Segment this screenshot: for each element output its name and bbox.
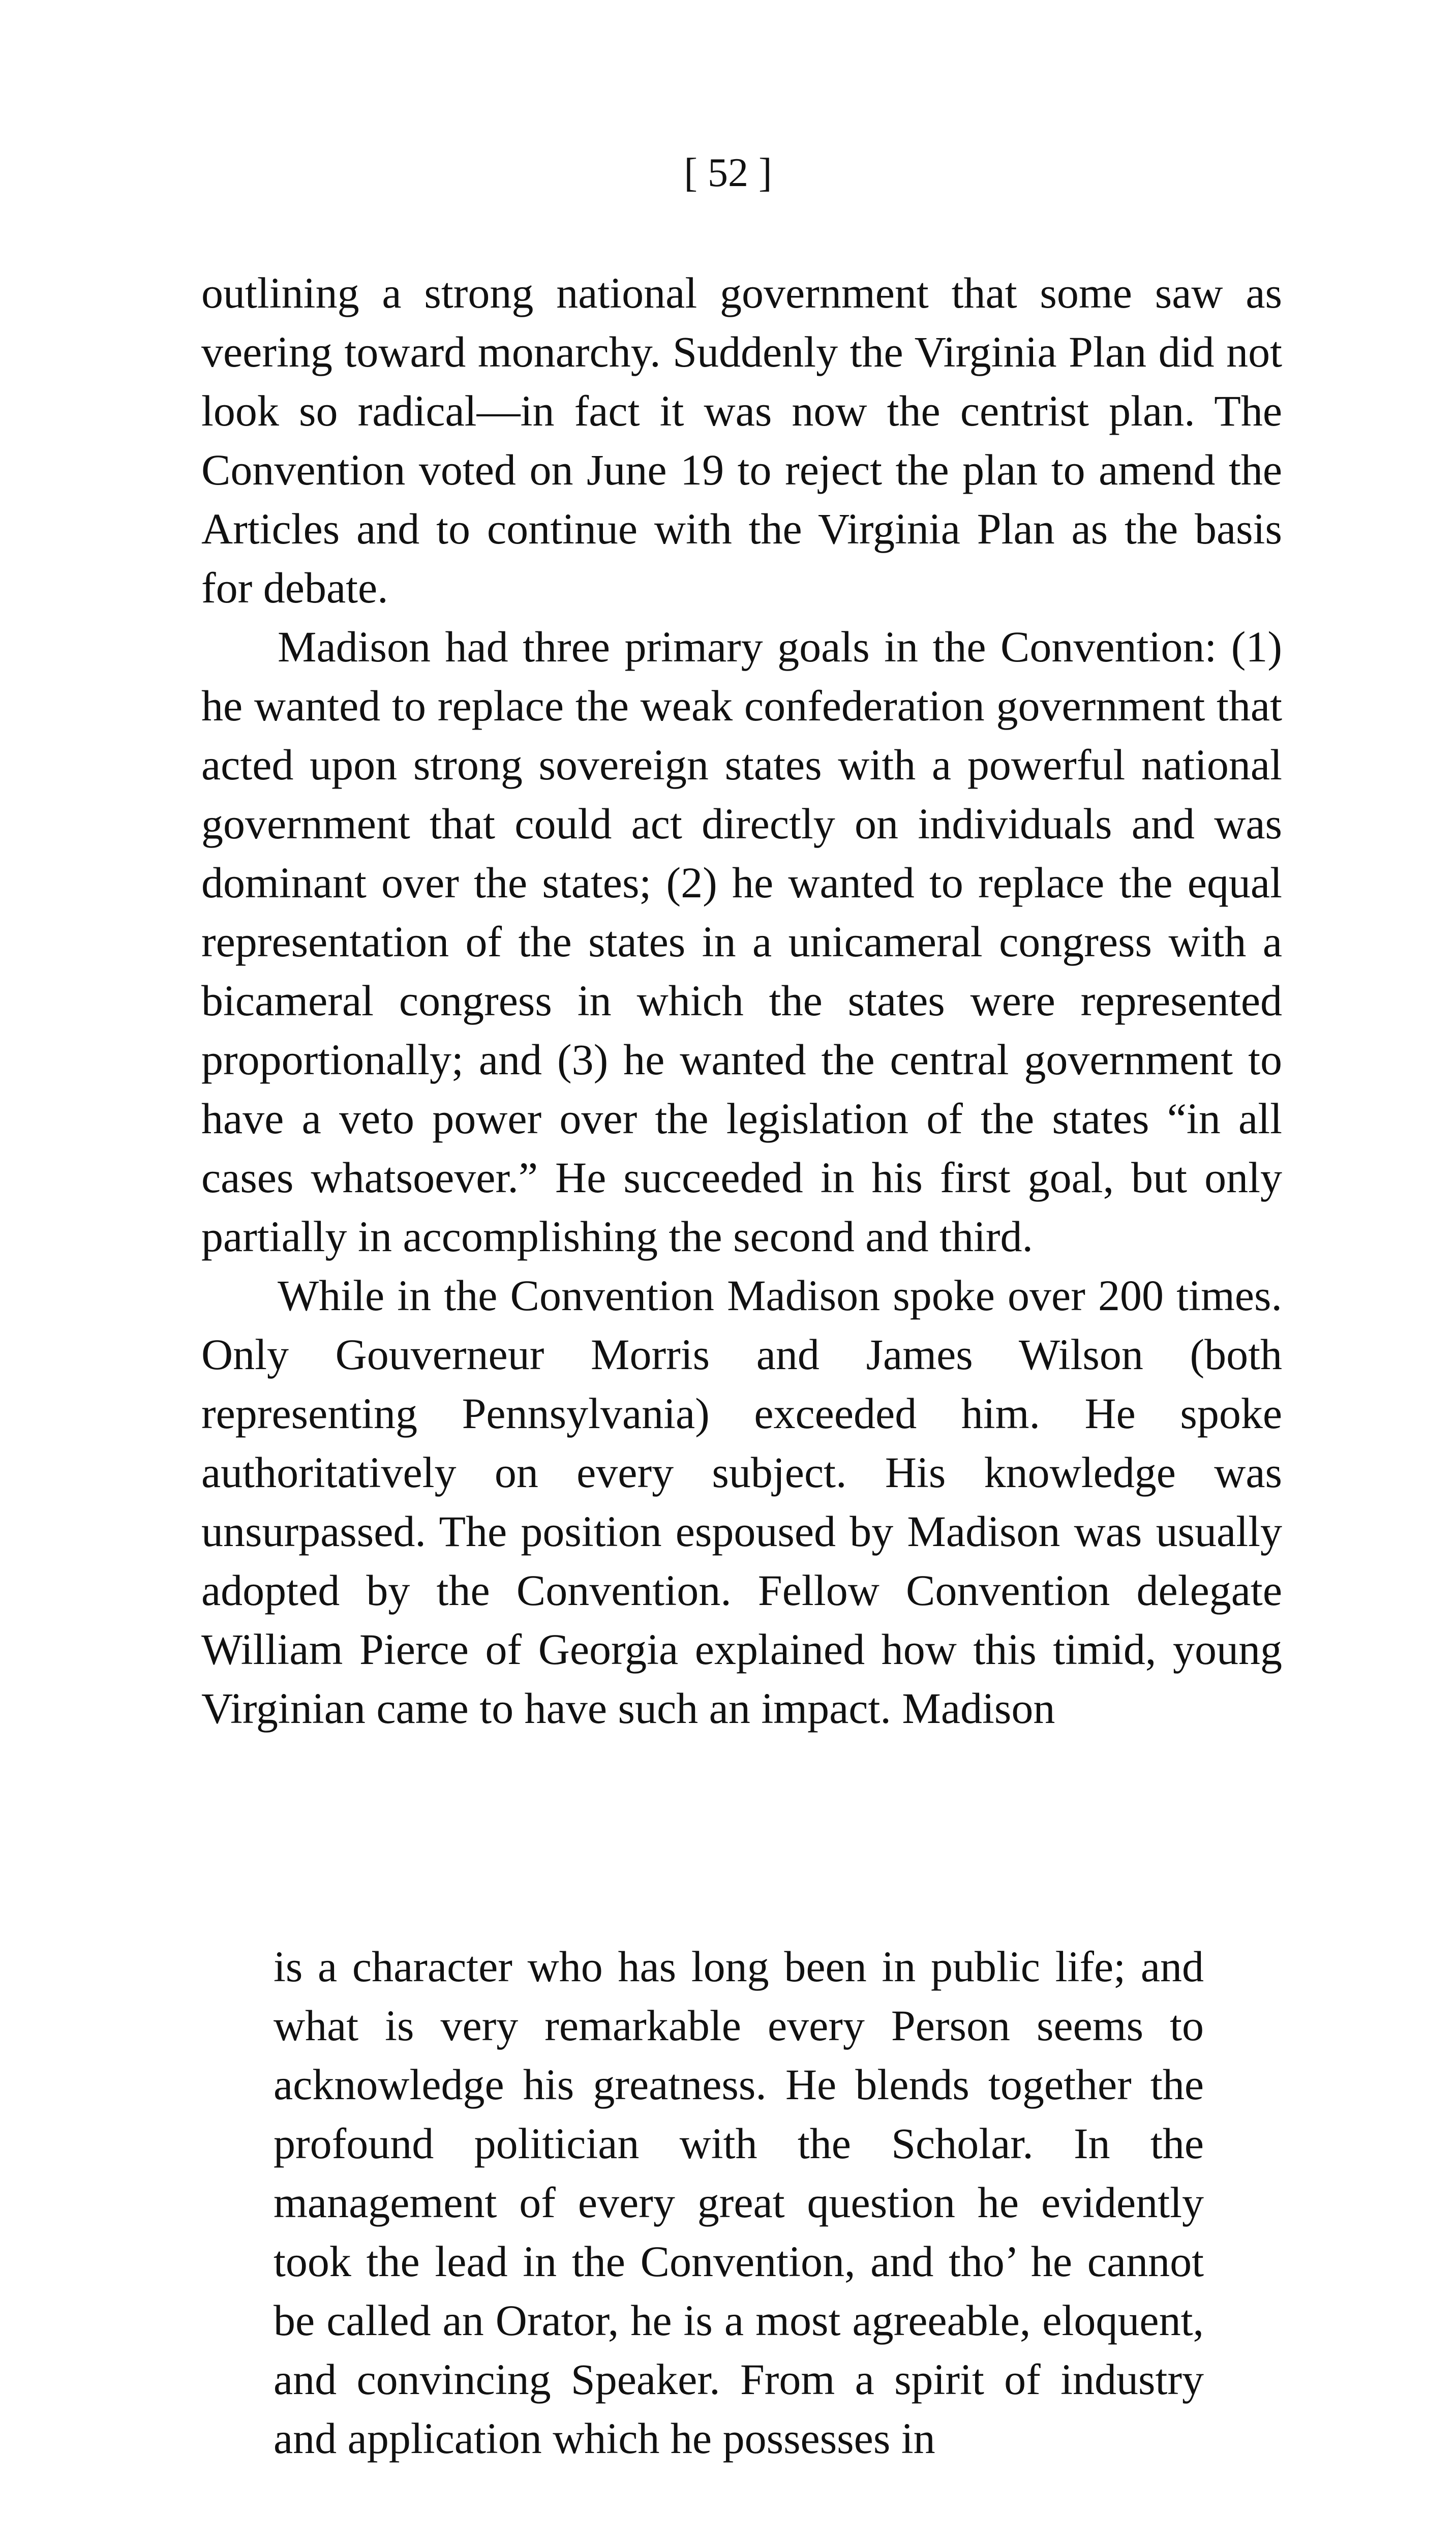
paragraph-3: While in the Convention Madison spoke over 200 times. Only Gouverneur Morris and James Wilson (both representing Pennsylvania) exceeded him. He spoke authoritatively on every subject. His knowledge was unsurpassed. The position espoused by Madison was usually adopted by the Convention. Fellow Convention delegate William Pierce of Georgia explained how this timid, young Virginian came to have such an impact. Madison bbox=[201, 1271, 1282, 1733]
paragraph-1: outlining a strong national government that some saw as veering toward monarchy. Suddenly the Virginia Plan did not look so radical—in fact it was now the centrist plan. The Convention voted on June 19 to reject the plan to amend the Articles and to continue with the Virginia Plan as the basis for debate. bbox=[201, 268, 1282, 612]
block-quote bbox=[274, 1937, 1204, 2468]
body-text bbox=[201, 263, 1282, 1738]
paragraph-2: Madison had three primary goals in the Convention: (1) he wanted to replace the weak confederation government that acted upon strong sovereign states with a powerful national government that could act directly on individuals and was dominant over the states; (2) he wanted to replace the equal representation of the states in a unicameral congress with a bicameral congress in which the states were represented proportionally; and (3) he wanted the central government to have a veto power over the legislation of the states “in all cases whatsoever.” He succeeded in his first goal, but only partially in accomplishing the second and third. bbox=[201, 622, 1282, 1261]
page-number: [ 52 ] bbox=[684, 150, 772, 195]
quote-text: is a character who has long been in public life; and what is very remarkable every Person seems to acknowledge his greatness. He blends together the profound politician with the Scholar. In the management of every great question he evidently took the lead in the Convention, and tho’ he cannot be called an Orator, he is a most agreeable, eloquent, and convincing Speaker. From a spirit of industry and application which he possesses in bbox=[274, 1942, 1204, 2463]
